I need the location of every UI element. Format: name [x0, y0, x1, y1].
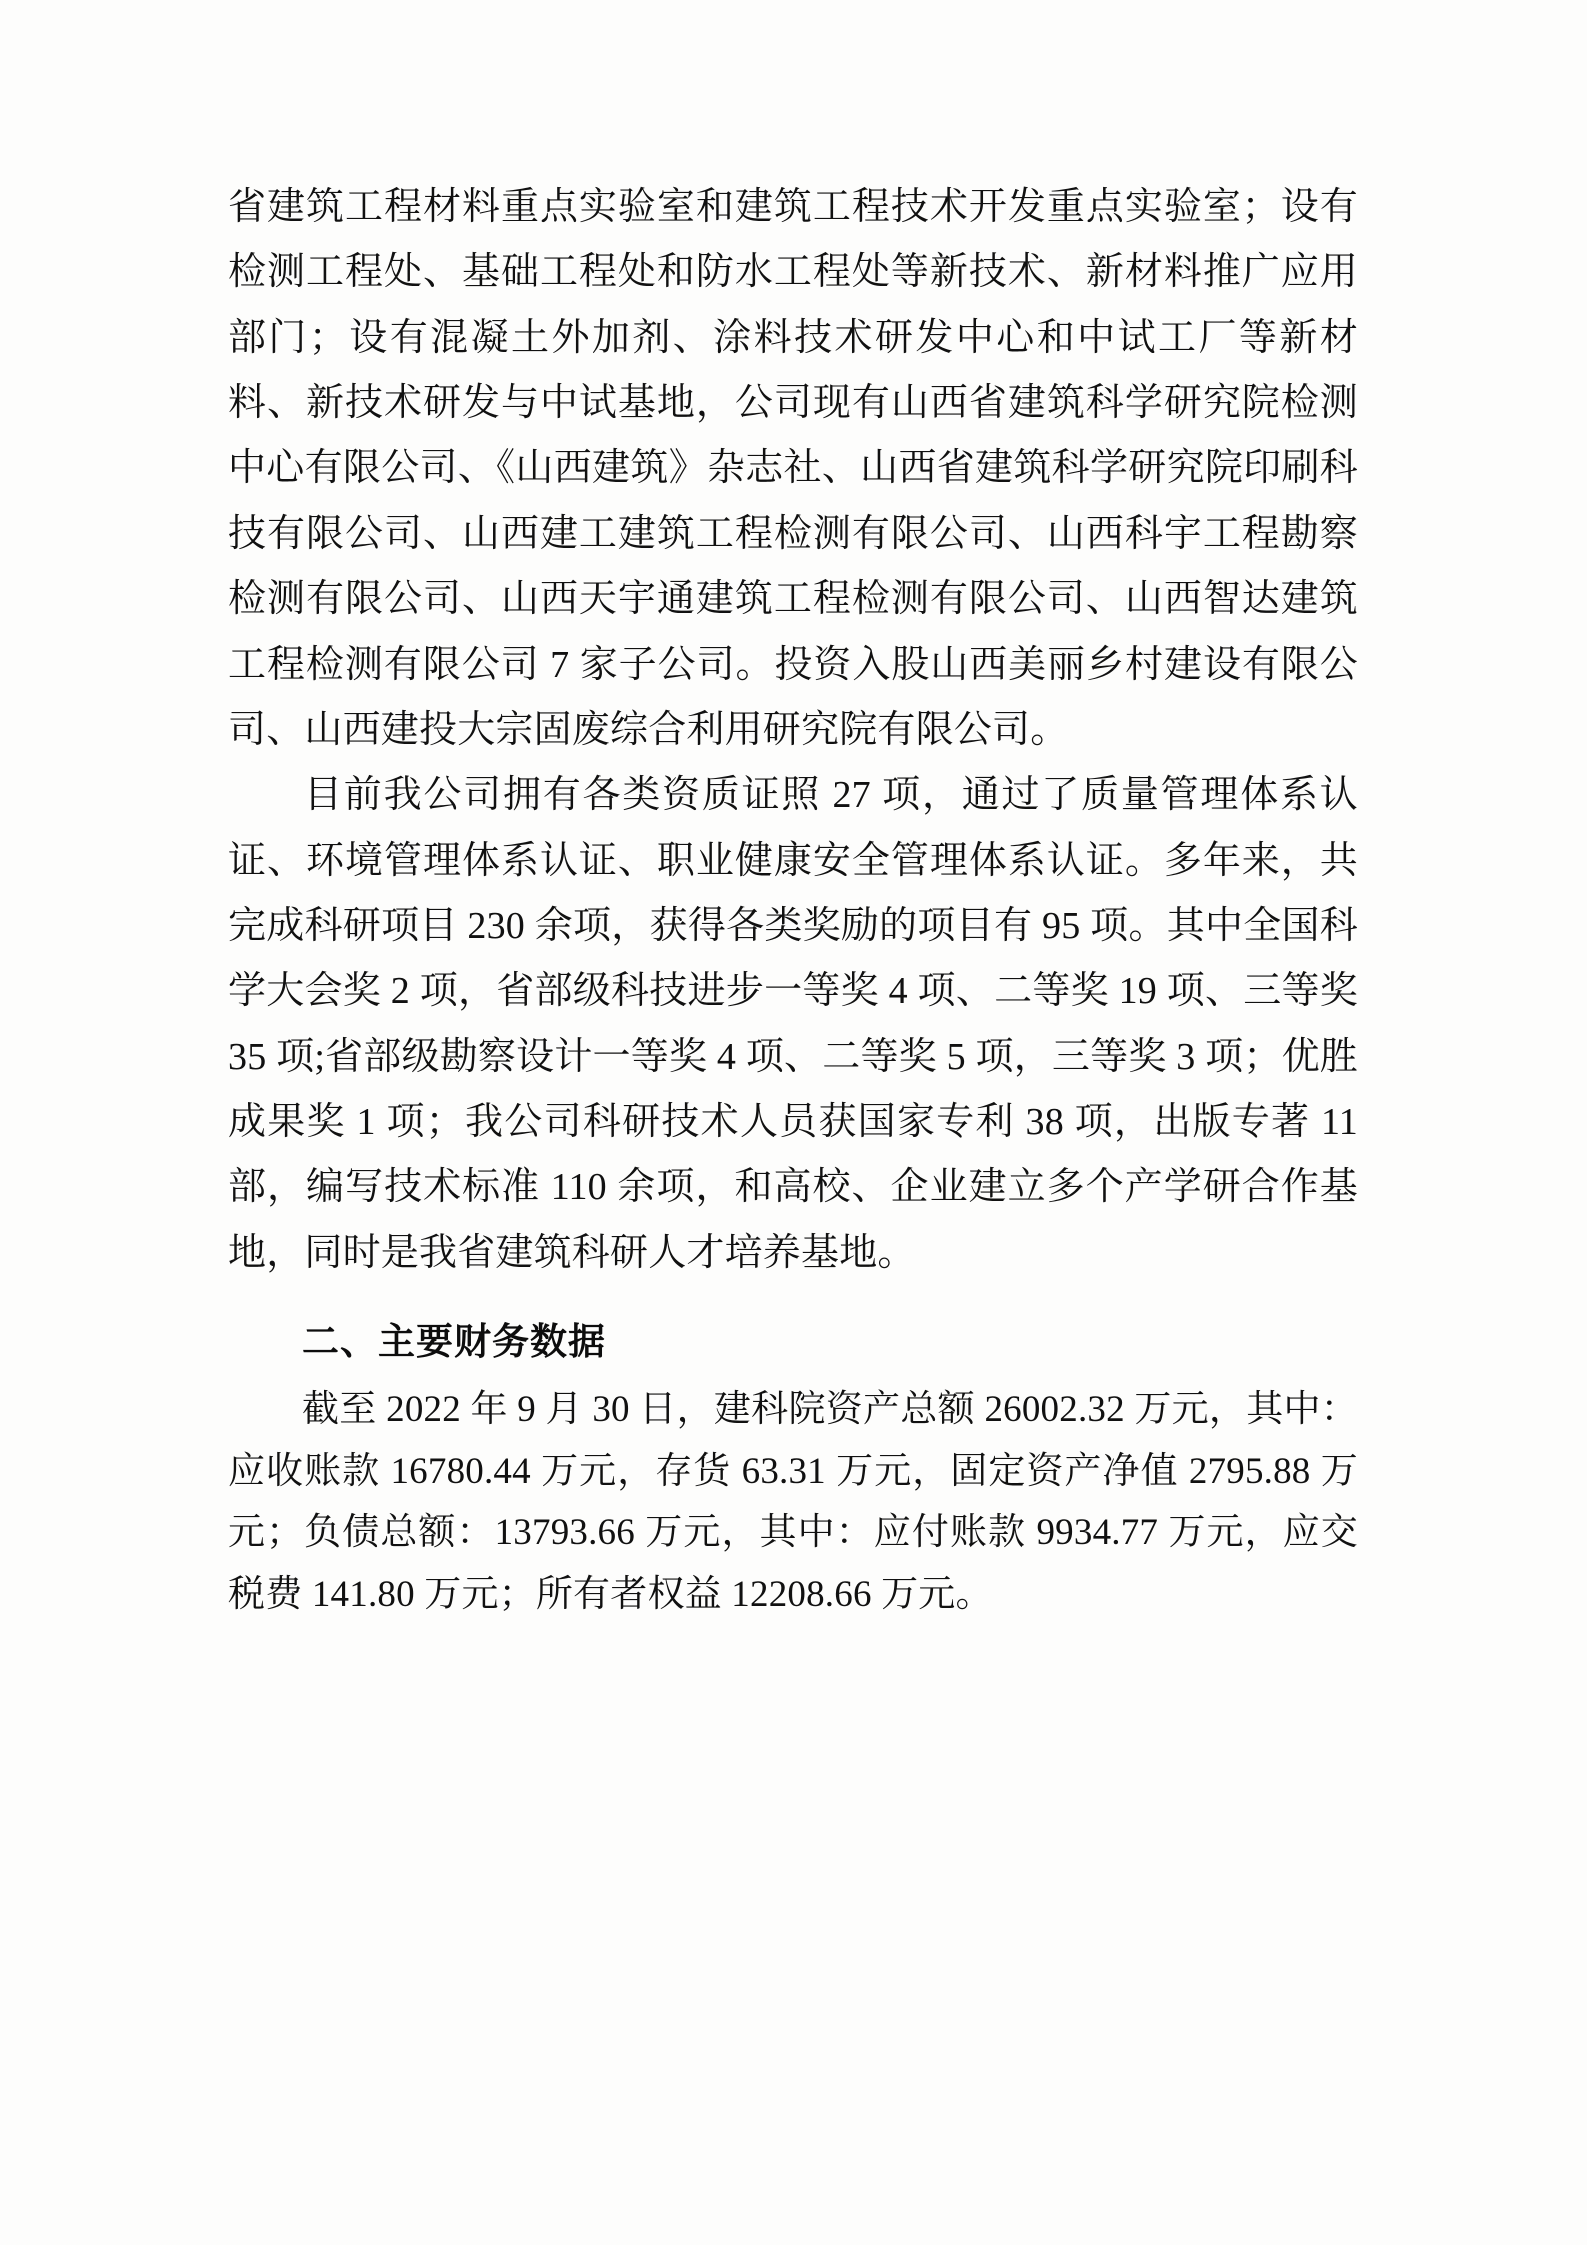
paragraph-financial-data: 截至 2022 年 9 月 30 日，建科院资产总额 26002.32 万元，其中：应收账款 16780.44 万元，存货 63.31 万元，固定资产净值 2795.88 万元；负债总额：13793.66 万元，其中：应付账款 9934.77 万元，应交税费 141.80 万元；所有者权益 12208.66 万元。	[228, 1389, 1358, 1615]
paragraph-company-intro: 省建筑工程材料重点实验室和建筑工程技术开发重点实验室；设有检测工程处、基础工程处和防水工程处等新技术、新材料推广应用部门；设有混凝土外加剂、涂料技术研发中心和中试工厂等新材料、新技术研发与中试基地，公司现有山西省建筑科学研究院检测中心有限公司、《山西建筑》杂志社、山西省建筑科学研究院印刷科技有限公司、山西建工建筑工程检测有限公司、山西科宇工程勘察检测有限公司、山西天宇通建筑工程检测有限公司、山西智达建筑工程检测有限公司 7 家子公司。投资入股山西美丽乡村建设有限公司、山西建投大宗固废综合利用研究院有限公司。	[228, 186, 1358, 751]
section-heading-financial-data: 二、主要财务数据	[302, 1320, 606, 1364]
document-body	[228, 175, 1358, 1625]
paragraph-qualifications: 目前我公司拥有各类资质证照 27 项，通过了质量管理体系认证、环境管理体系认证、职业健康安全管理体系认证。多年来，共完成科研项目 230 余项，获得各类奖励的项目有 95 项。其中全国科学大会奖 2 项，省部级科技进步一等奖 4 项、二等奖 19 项、三等奖 35 项;省部级勘察设计一等奖 4 项、二等奖 5 项，三等奖 3 项；优胜成果奖 1 项；我公司科研技术人员获国家专利 38 项，出版专著 11 部，编写技术标准 110 余项，和高校、企业建立多个产学研合作基地，同时是我省建筑科研人才培养基地。	[228, 774, 1358, 1274]
